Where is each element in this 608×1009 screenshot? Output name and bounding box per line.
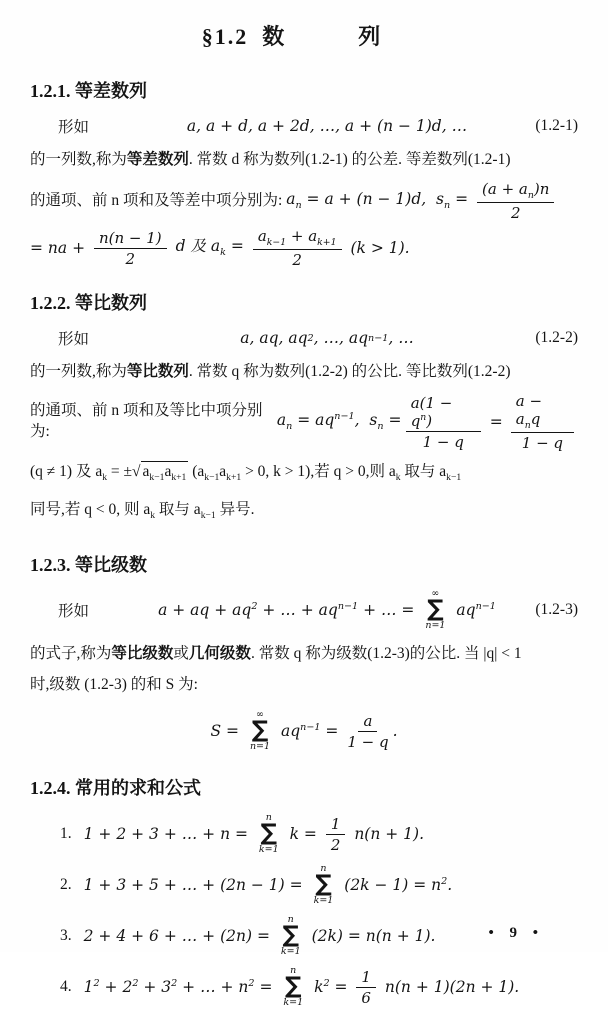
item-number: 3.	[60, 927, 72, 945]
centered-formula	[30, 708, 578, 754]
paragraph-line	[30, 495, 578, 531]
fraction-denominator: 6	[361, 988, 371, 1007]
formula-fragment: 1 + 3 + 5 + … + (2n − 1) =	[83, 876, 308, 895]
equation-intro-label: 形如	[58, 603, 90, 621]
defined-term: 等差数列	[126, 151, 189, 168]
fraction	[326, 815, 346, 854]
fraction-numerator: a	[358, 712, 377, 732]
paragraph-formula-line	[30, 180, 578, 222]
fraction	[94, 229, 167, 268]
fraction-denominator: 1 − q	[422, 432, 464, 451]
summation	[259, 813, 279, 856]
formula-fragment: $aq^{n-1}$ =	[276, 722, 344, 741]
fraction-numerator: $a - a_nq$	[511, 392, 574, 433]
subsection-heading-1-2-3: 1.2.3. 等比级数	[30, 554, 147, 575]
defined-term: 等比数列	[126, 363, 189, 381]
summation	[314, 864, 334, 907]
sigma-symbol: ∑	[260, 820, 278, 847]
formula-fragment: $(2k - 1) = n^2$.	[339, 876, 453, 895]
paragraph-line	[30, 639, 578, 669]
sum-formula-item-2	[60, 863, 578, 907]
series-formula	[142, 589, 512, 632]
subsection-heading-1-2-1: 1.2.1. 等差数列	[30, 81, 147, 101]
fraction	[511, 392, 574, 452]
summation-lower-limit: n=1	[425, 619, 446, 631]
summation-upper-limit: ∞	[431, 587, 440, 599]
summation-lower-limit: k=1	[280, 946, 301, 958]
item-number: 1.	[60, 825, 72, 843]
formula-fragment: n(n + 1).	[349, 825, 425, 844]
subsection-heading-1-2-2: 1.2.2. 等比数列	[30, 293, 147, 314]
body-text: 的通项、前 n 项和及等差中项分别为:	[30, 191, 287, 209]
formula-fragment: $aq^{n-1}$	[451, 600, 496, 620]
summation-upper-limit: n	[320, 863, 327, 875]
paragraph-line	[30, 357, 578, 387]
fraction-denominator: 2	[292, 251, 302, 270]
fraction-denominator: 2	[125, 249, 136, 268]
summation-upper-limit: ∞	[256, 709, 264, 721]
paragraph-formula-line	[30, 457, 578, 493]
body-text: . 常数 q 称为级数(1.2-3)的公比. 当 |q| < 1	[250, 645, 522, 663]
summation-lower-limit: k=1	[258, 844, 279, 856]
formula-fragment: a + aq + $aq^2$ + … + $aq^{n-1}$ + … =	[158, 600, 420, 620]
sum-formula-item-4	[60, 965, 578, 1009]
paragraph-line	[30, 670, 578, 700]
sequence-formula: a, a + d, a + 2d, …, a + (n − 1)d, …	[186, 117, 468, 135]
item-number: 4.	[60, 978, 72, 996]
summation	[425, 589, 445, 632]
summation-lower-limit: k=1	[283, 997, 304, 1009]
equation-number: (1.2-3)	[535, 601, 578, 619]
section-title-text: 数 列	[262, 24, 407, 49]
formula-fragment: k =	[284, 825, 322, 844]
summation-lower-limit: n=1	[249, 741, 271, 753]
body-text: 的一列数,称为	[30, 363, 127, 381]
sigma-symbol: ∑	[251, 717, 269, 744]
fraction-denominator: 2	[330, 835, 341, 854]
display-equation-1-2-1	[30, 115, 578, 137]
fraction-denominator: 1 − q	[521, 434, 564, 453]
formula-fragment: .	[392, 722, 398, 741]
page-title	[30, 20, 578, 51]
equation-number: (1.2-1)	[535, 117, 578, 134]
formula-fragment: ($a_{k-1}a_{k+1} > 0$, k > 1),若 q > 0,则 $a_k$ 取与 $a_{k-1}$	[188, 463, 462, 484]
defined-term: 等比级数	[111, 645, 174, 663]
fraction-denominator: 1 − q	[347, 732, 389, 751]
fraction	[477, 180, 554, 222]
fraction-numerator: $a(1 - q^n)$	[406, 394, 481, 432]
summation	[281, 915, 301, 958]
equation-number: (1.2-2)	[535, 329, 578, 347]
formula-fragment: = na +	[30, 238, 90, 257]
formula-fragment: $k^2$ =	[309, 978, 353, 997]
summation	[283, 966, 303, 1009]
formula-fragment: 1 + 2 + 3 + … + n =	[83, 825, 253, 844]
summation-upper-limit: n	[290, 965, 297, 977]
sigma-symbol: ∑	[315, 871, 332, 898]
body-text: 的通项、前 n 项和及等比中项分别为:	[30, 402, 263, 441]
formula-fragment: (k > 1).	[345, 238, 410, 257]
summation-upper-limit: n	[265, 812, 272, 824]
sigma-symbol: ∑	[282, 922, 299, 949]
fraction-numerator: $a_{k-1} + a_{k+1}$	[253, 227, 342, 250]
sigma-symbol: ∑	[284, 973, 302, 1000]
summation-lower-limit: k=1	[313, 895, 334, 907]
formula-fragment: $a_n = aq^{n-1}$, $s_n$ =	[276, 411, 407, 433]
formula-fragment: 2 + 4 + 6 + … + (2n) =	[83, 927, 275, 946]
formula-fragment: n(n + 1)(2n + 1).	[379, 978, 520, 997]
paragraph-formula-line	[30, 227, 578, 269]
sequence-formula: a, aq, aq 2 , …, aq n−1 , …	[240, 329, 414, 348]
fraction-denominator: 2	[510, 204, 521, 223]
page-number: • 9 •	[488, 925, 544, 941]
sum-formula-item-1	[60, 812, 578, 856]
fraction	[406, 394, 481, 451]
body-text: 时,级数 (1.2-3) 的和 S 为:	[30, 676, 198, 694]
defined-term: 几何级数	[188, 645, 251, 663]
fraction	[356, 968, 376, 1007]
body-text: 或	[173, 645, 189, 663]
fraction-numerator: 1	[326, 815, 346, 835]
paragraph-line	[30, 145, 578, 175]
formula-fragment: $a_n = a + (n - 1)d$, $s_n$ =	[286, 190, 474, 212]
subsection-heading-1-2-4: 1.2.4. 常用的求和公式	[30, 778, 201, 799]
body-text: . 常数 q 称为数列(1.2-2) 的公比. 等比数列(1.2-2)	[188, 363, 511, 381]
formula-fragment: S =	[210, 722, 244, 741]
equation-intro-label: 形如	[58, 331, 90, 349]
formula-fragment: (q ≠ 1) 及 $a_k$ = ±√	[30, 463, 141, 484]
formula-fragment: (2k) = n(n + 1).	[306, 927, 436, 946]
body-text: 的式子,称为	[30, 645, 112, 663]
fraction	[347, 712, 388, 751]
item-number: 2.	[60, 876, 72, 894]
formula-fragment: =	[484, 412, 508, 431]
sigma-symbol: ∑	[427, 596, 444, 623]
summation	[250, 710, 270, 753]
display-equation-1-2-3	[30, 589, 578, 632]
body-text: 同号,若 q < 0, 则 $a_k$ 取与 $a_{k-1}$ 异号.	[30, 500, 255, 521]
summation-upper-limit: n	[287, 914, 294, 926]
equation-intro-label: 形如	[58, 119, 90, 136]
formula-fragment: d 及 $a_k$ =	[170, 237, 249, 259]
paragraph-formula-line	[30, 392, 578, 452]
section-number: §1.2	[201, 24, 249, 49]
body-text: 的一列数,称为	[30, 151, 127, 168]
fraction-numerator: $(a + a_n)n$	[477, 180, 554, 203]
fraction	[253, 227, 342, 269]
formula-fragment: $1^2 + 2^2 + 3^2$ + … + $n^2$ =	[83, 978, 278, 997]
fraction-numerator: n(n − 1)	[94, 229, 167, 249]
display-equation-1-2-2	[30, 327, 578, 349]
fraction-numerator: 1	[356, 968, 376, 988]
radicand: $a_{k-1}a_{k+1}$	[142, 463, 187, 484]
body-text: . 常数 d 称为数列(1.2-1) 的公差. 等差数列(1.2-1)	[188, 151, 511, 168]
